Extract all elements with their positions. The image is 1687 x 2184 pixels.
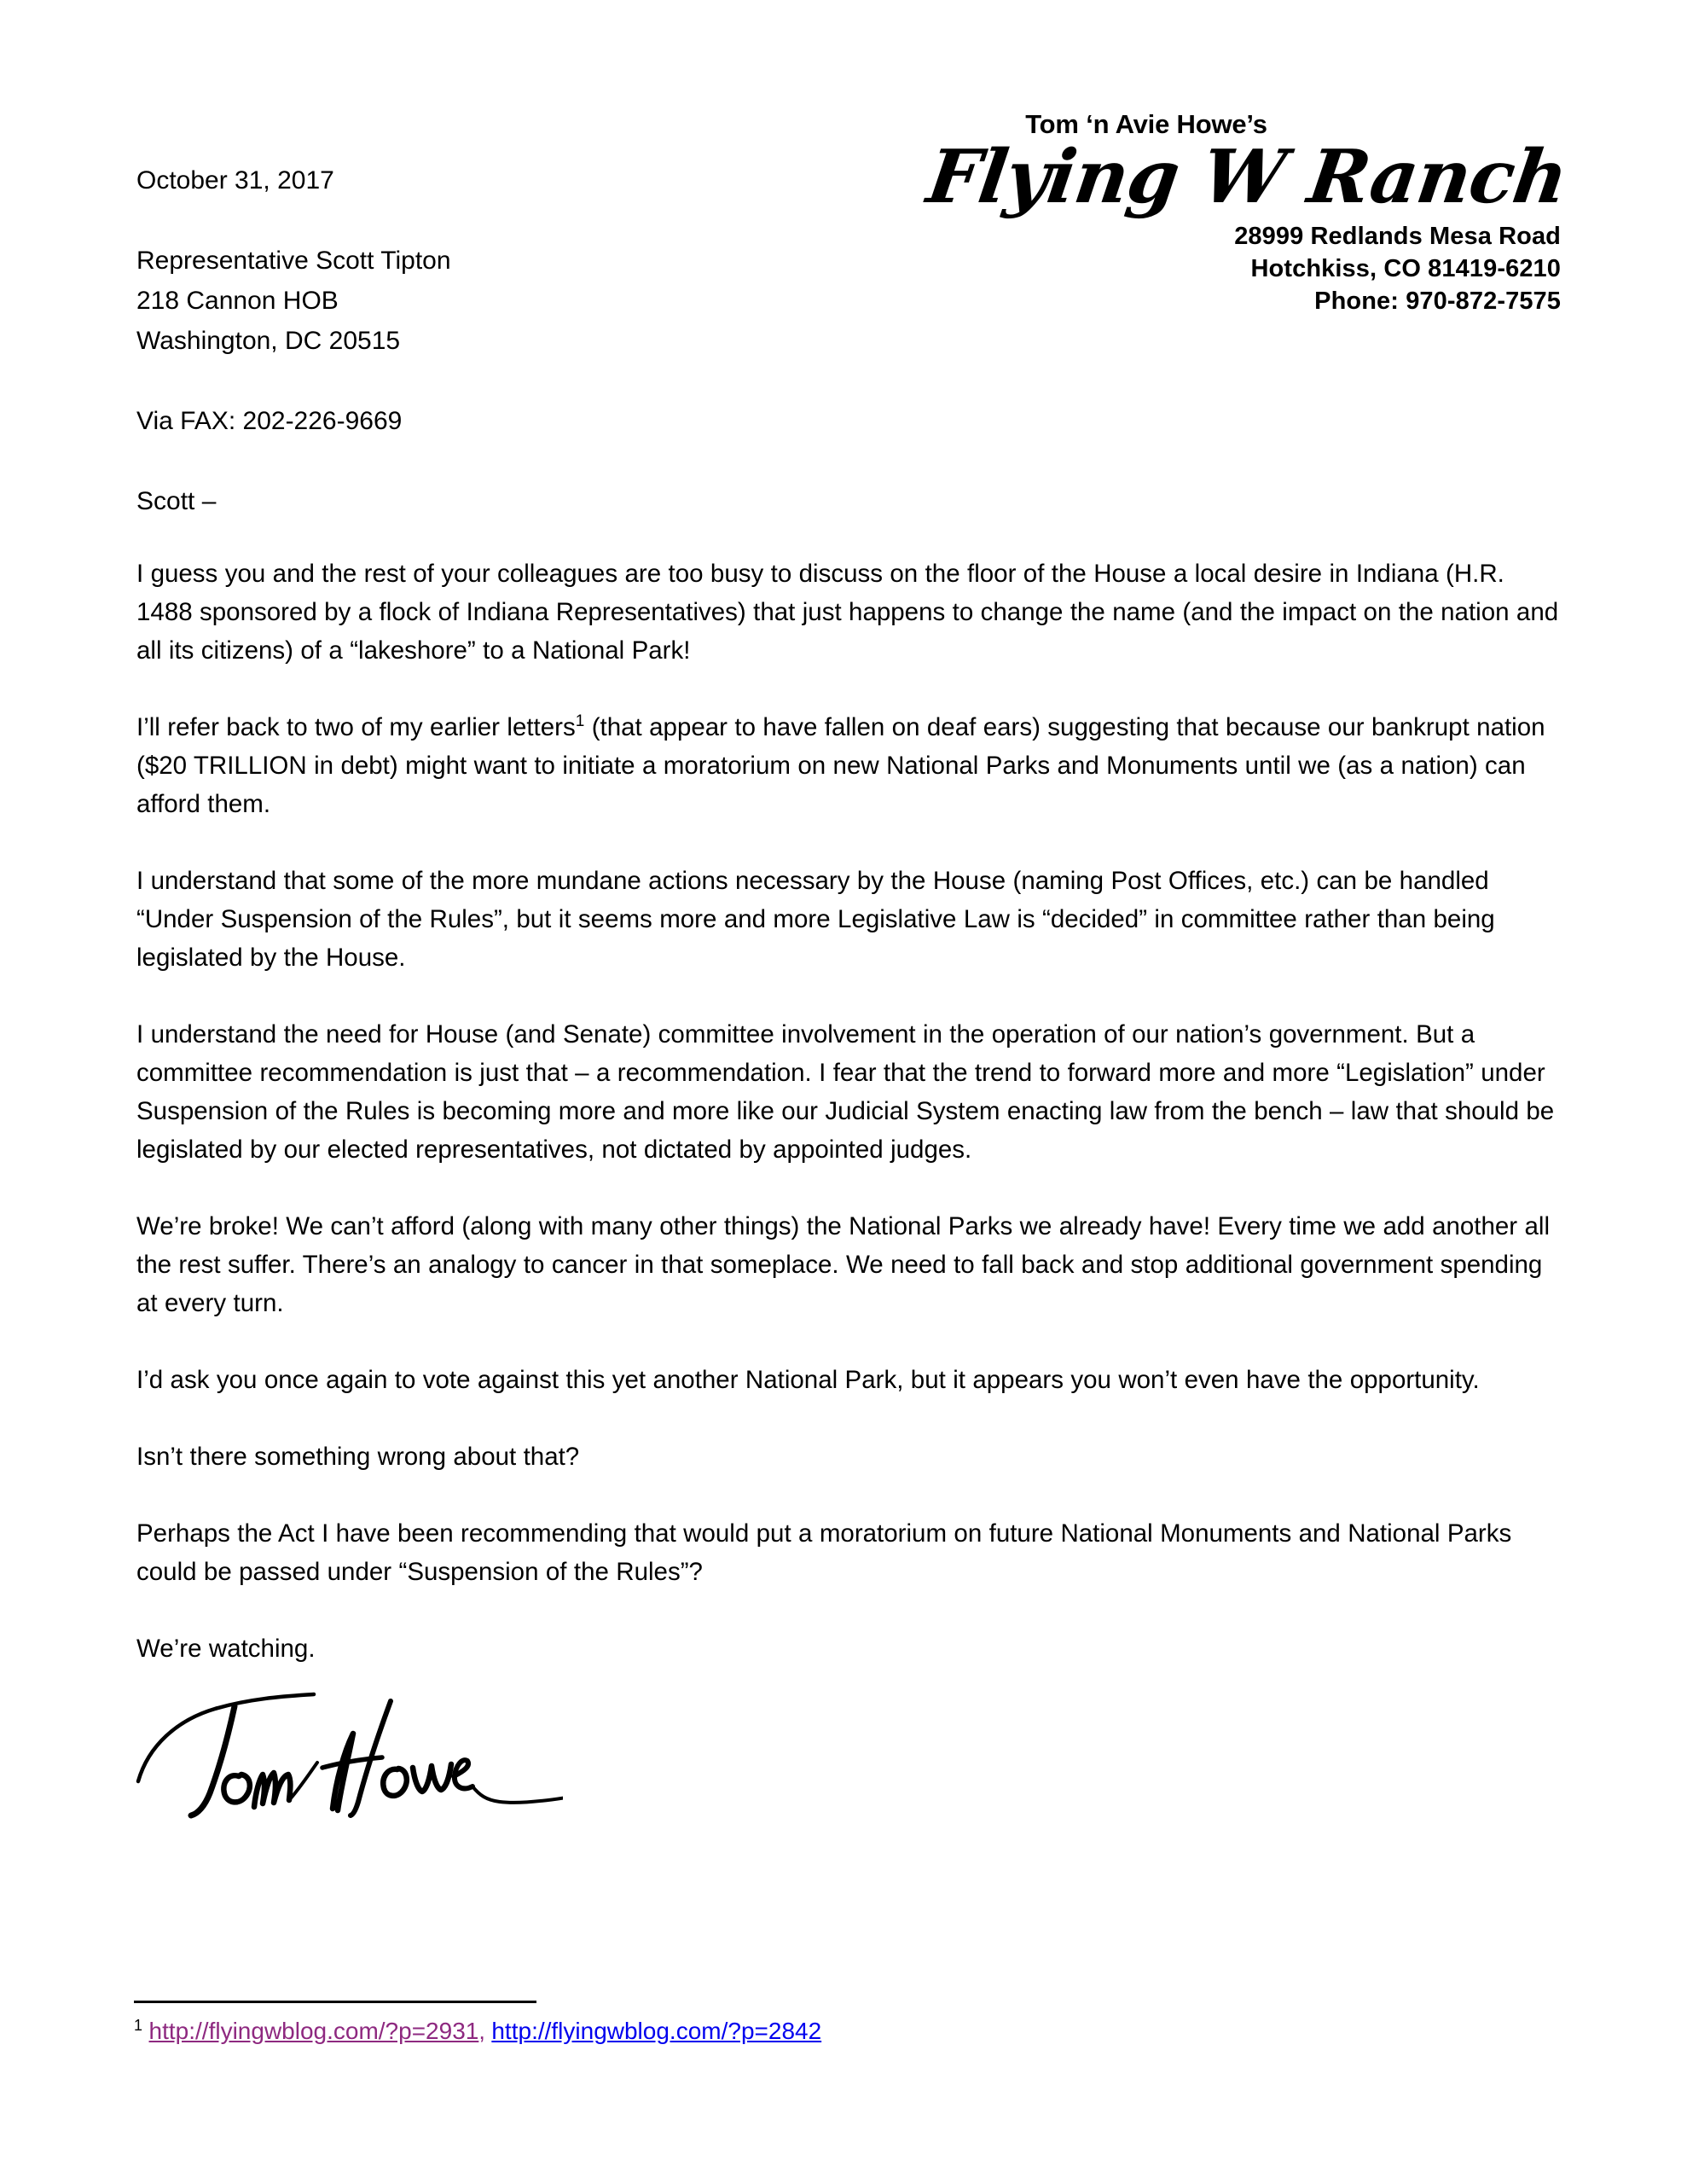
recipient-city-state-zip: Washington, DC 20515 xyxy=(136,327,401,355)
body-paragraph-8: Perhaps the Act I have been recommending that would put a moratorium on future National Monuments and National Parks could be passed under “Suspension of the Rules”? xyxy=(136,1519,1512,1586)
closing-line: We’re watching. xyxy=(136,1635,316,1663)
footnote-number: 1 xyxy=(134,2017,143,2034)
letterhead-brand-logo: Flying W Ranch xyxy=(922,134,1573,220)
body-paragraph-7: Isn’t there something wrong about that? xyxy=(136,1443,580,1471)
footnote-separator-rule xyxy=(134,2001,536,2003)
body-paragraph-2 xyxy=(136,708,1562,823)
recipient-street: 218 Cannon HOB xyxy=(136,287,339,315)
body-paragraph-3: I understand that some of the more mundane actions necessary by the House (naming Post Offices, etc.) can be handled “Under Suspension of the Rules”, but it seems more and more Legislative Law is “decided” in committee rather than being legislated by the House. xyxy=(136,867,1495,972)
signature-tom-howe xyxy=(85,1681,563,1826)
paragraph-2-text-before-footnote: I’ll refer back to two of my earlier letters xyxy=(136,713,576,741)
body-paragraph-6: I’d ask you once again to vote against this yet another National Park, but it appears you won’t even have the opportunity. xyxy=(136,1366,1480,1394)
delivery-method: Via FAX: 202-226-9669 xyxy=(136,407,403,435)
letter-header-block xyxy=(136,160,451,521)
footnote-entry xyxy=(134,2017,1072,2046)
body-paragraph-1: I guess you and the rest of your colleagues are too busy to discuss on the floor of the House a local desire in Indiana (H.R. 1488 sponsored by a flock of Indiana Representatives) that just happens to change the name (and the impact on the nation and all its citizens) of a “lakeshore” to a National Park! xyxy=(136,560,1559,665)
body-paragraph-4: I understand the need for House (and Senate) committee involvement in the operation of our nation’s government. But a committee recommendation is just that – a recommendation. I fear that the trend to forward more and more “Legislation” under Suspension of the Rules is becoming more and more like our Judicial System enacting law from the bench – law that should be legislated by our elected representatives, not dictated by appointed judges. xyxy=(136,1020,1555,1164)
letter-date: October 31, 2017 xyxy=(136,166,334,195)
body-paragraph-5: We’re broke! We can’t afford (along with many other things) the National Parks we already have! Every time we add another all the rest suffer. There’s an analogy to cancer in that someplace. We need to fall back and stop additional government spending at every turn. xyxy=(136,1212,1551,1317)
footnote-link-separator: , xyxy=(478,2018,492,2044)
recipient-name: Representative Scott Tipton xyxy=(136,247,451,275)
letterhead-tagline: Tom ‘n Avie Howe’s xyxy=(1025,109,1267,139)
letterhead-address-street: 28999 Redlands Mesa Road xyxy=(1234,223,1561,251)
footnote-reference-marker[interactable]: 1 xyxy=(575,712,585,731)
spacer xyxy=(136,441,451,481)
letter-body xyxy=(136,555,1562,1821)
letterhead-address-citystate: Hotchkiss, CO 81419-6210 xyxy=(1250,254,1561,282)
spacer xyxy=(136,200,451,241)
letterhead xyxy=(861,109,1573,317)
spacer xyxy=(136,361,451,401)
footnote-section xyxy=(134,2001,1072,2046)
signature-area xyxy=(136,1693,1562,1821)
salutation: Scott – xyxy=(136,487,217,515)
paragraph-2-text-after-footnote: (that appear to have fallen on deaf ears) suggesting that because our bankrupt nation ($20 TRILLION in debt) might want to initiate a moratorium on new National Parks and Monuments until we (as a nation) can afford them. xyxy=(136,713,1545,818)
footnote-link-2[interactable]: http://flyingwblog.com/?p=2842 xyxy=(491,2018,822,2044)
letterhead-phone: Phone: 970-872-7575 xyxy=(1314,287,1561,315)
footnote-link-1[interactable]: http://flyingwblog.com/?p=2931 xyxy=(148,2018,479,2044)
